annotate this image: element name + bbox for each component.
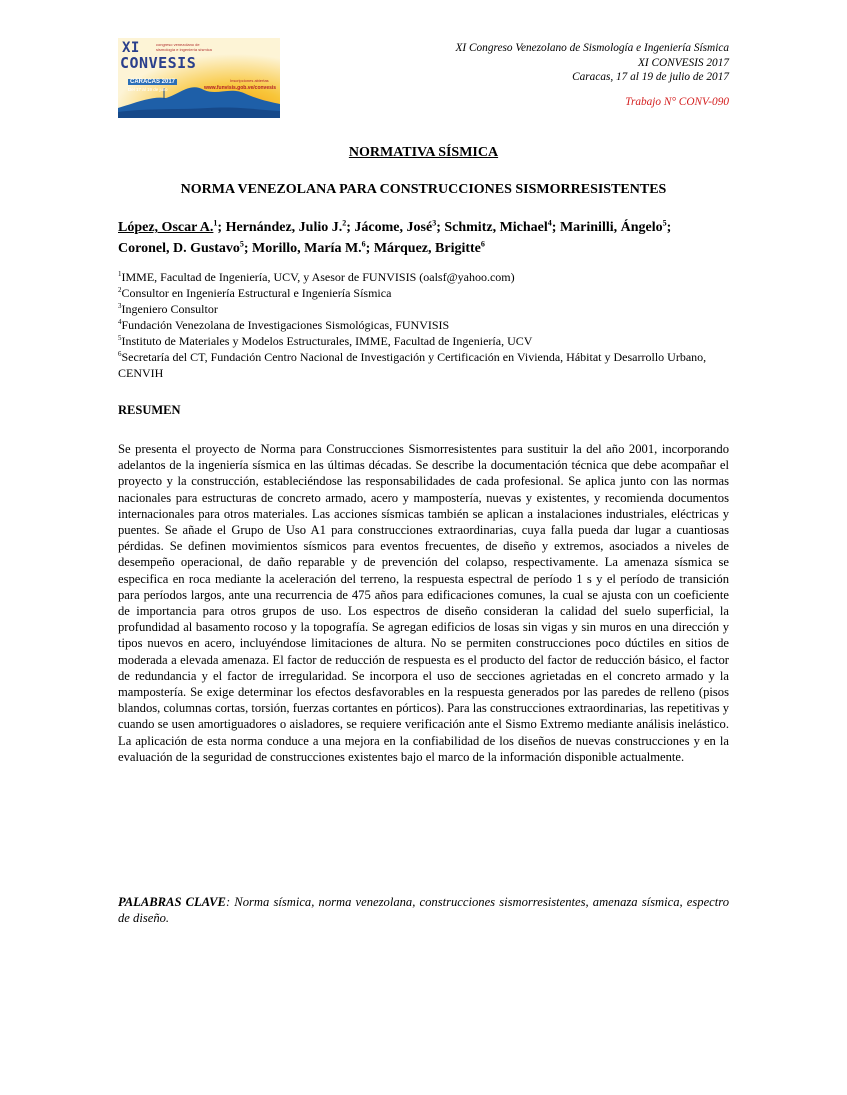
author-affiliation-number: 5 — [662, 218, 667, 228]
author-name: Hernández, Julio J. — [225, 220, 343, 235]
author-affiliation-number: 4 — [547, 218, 552, 228]
abstract-heading: RESUMEN — [118, 403, 181, 417]
logo-website: www.funvisis.gob.ve/convesis — [204, 85, 277, 91]
affiliation-number: 2 — [118, 286, 122, 294]
affiliation-number: 1 — [118, 270, 122, 278]
author-separator: ; — [436, 220, 445, 235]
author-affiliation-number: 2 — [342, 218, 347, 228]
header-line-3: Caracas, 17 al 19 de julio de 2017 — [572, 71, 729, 84]
affiliation-text: Secretaría del CT, Fundación Centro Nacional de Investigación y Certificación en Vivienda, Hábitat y Desarrollo Urbano, CENVIH — [118, 350, 707, 380]
affiliation-text: IMME, Facultad de Ingeniería, UCV, y Asesor de FUNVISIS (oalsf@yahoo.com) — [121, 270, 515, 284]
logo-subtitle: congreso venezolano de sismología e ingeniería sísmica — [156, 42, 212, 52]
affiliation-item — [118, 317, 729, 333]
header-line-2: XI CONVESIS 2017 — [638, 56, 729, 69]
author-affiliation-number: 1 — [213, 218, 218, 228]
logo-roman: XI — [122, 40, 140, 56]
author-affiliation-number: 3 — [432, 218, 437, 228]
affiliation-number: 4 — [118, 318, 122, 326]
affiliation-number: 6 — [118, 350, 122, 358]
author-name: Márquez, Brigitte — [373, 241, 481, 256]
logo-name: CONVESIS — [120, 54, 197, 72]
affiliation-text: Fundación Venezolana de Investigaciones Sismológicas, FUNVISIS — [121, 318, 450, 332]
header-line-1: XI Congreso Venezolano de Sismología e Ingeniería Sísmica — [455, 42, 729, 54]
paper-title: NORMA VENEZOLANA PARA CONSTRUCCIONES SISMORRESISTENTES — [180, 182, 667, 197]
affiliation-item — [118, 285, 729, 301]
logo-city: CARACAS 2017 — [130, 79, 176, 85]
author-affiliation-number: 6 — [361, 239, 366, 249]
author-name: Schmitz, Michael — [444, 220, 548, 235]
affiliation-item — [118, 301, 729, 317]
convesis-logo — [118, 38, 280, 118]
affiliation-item — [118, 333, 729, 349]
author-name: Marinilli, Ángelo — [559, 220, 663, 235]
author-separator: ; — [551, 220, 560, 235]
keywords-text: : Norma sísmica, norma venezolana, construcciones sismorresistentes, amenaza sísmica, espectro de diseño. — [118, 895, 729, 926]
affiliation-item — [118, 269, 729, 285]
author-affiliation-number: 5 — [239, 239, 244, 249]
logo-dates: Del 17 al 19 de julio — [128, 87, 168, 92]
logo-inscriptions: Inscripciones abiertas — [230, 78, 269, 83]
author-separator: ; — [365, 241, 374, 256]
paper-number: Trabajo N° CONV-090 — [625, 96, 729, 108]
affiliation-item — [118, 349, 729, 381]
author-name: Morillo, María M. — [252, 241, 362, 256]
author-name: Coronel, D. Gustavo — [118, 241, 240, 256]
author-separator: ; — [666, 220, 672, 235]
affiliation-text: Instituto de Materiales y Modelos Estructurales, IMME, Facultad de Ingeniería, UCV — [121, 334, 533, 348]
abstract-text: Se presenta el proyecto de Norma para Construcciones Sismorresistentes para sustituir la del año 2001, incorporando adelantos de la ingeniería sísmica en las últimas décadas. Se describe la documentación técnica que debe acompañar el proyecto y la construcción, estableciéndose las responsabilidades de cada profesional. Se aplica junto con las normas nacionales para estructuras de concreto armado, acero y mampostería, nuevas y existentes, y recomienda documentos internacionales para otros materiales. Las acciones sísmicas también se aplican a instalaciones industriales, eléctricas y puentes. Se añade el Grupo de Uso A1 para construcciones extraordinarias, cuya falla pueda dar lugar a cuantiosas pérdidas. Se definen movimientos sísmicos para eventos frecuentes, de diseño y extremos, asociados a niveles de desempeño operacional, de daño reparable y de prevención del colapso, respectivamente. La amenaza sísmica se especifica en roca mediante la aceleración del terreno, la respuesta espectral de período 1 s y el período de transición para períodos largos, ante una recurrencia de 475 años para edificaciones comunes, la cual se ajusta con un coeficiente de importancia para otros grupos de uso. Los espectros de diseño consideran la calidad del suelo superficial, la profundidad al basamento rocoso y la topografía. Se agregan edificios de losas sin vigas y sin muros en una dirección y tipos nuevos en acero, incluyéndose limitaciones de altura. No se permiten construcciones poco dúctiles en sitios de moderada a elevada amenaza. El factor de reducción de respuesta es el producto del factor de reducción básico, el factor de redundancia y el factor de irregularidad. Se incorpora el uso de secciones agrietadas en el concreto armado y la mampostería. Se exige determinar los efectos desfavorables en la respuesta generados por las paredes de relleno (pisos blandos, columnas cortas, torsión, fuerzas cortantes en pórticos). Para las construcciones extraordinarias, las repetitivas y cuando se usen amortiguadores o aisladores, se requiere verificación ante el Sismo Extremo mediante análisis inelástico. La aplicación de esta norma conduce a una mejora en la confiabilidad de los diseños de nuevas construcciones y en la evaluación de la seguridad de construcciones existentes bajo el marco de la información disponible actualmente. — [118, 442, 729, 764]
affiliation-number: 5 — [118, 334, 122, 342]
author-separator: ; — [346, 220, 355, 235]
affiliation-list — [118, 269, 729, 381]
keywords-label: PALABRAS CLAVE — [118, 895, 226, 909]
author-affiliation-number: 6 — [480, 239, 485, 249]
section-title: NORMATIVA SÍSMICA — [348, 145, 499, 160]
author-list — [118, 217, 729, 259]
conference-header — [456, 41, 730, 85]
affiliation-number: 3 — [118, 302, 122, 310]
author-name: López, Oscar A. — [118, 220, 214, 235]
affiliation-text: Ingeniero Consultor — [121, 302, 218, 316]
author-separator: ; — [217, 220, 226, 235]
keywords — [118, 894, 729, 926]
author-separator: ; — [243, 241, 253, 256]
affiliation-text: Consultor en Ingeniería Estructural e Ingeniería Sísmica — [121, 286, 392, 300]
author-name: Jácome, José — [354, 220, 433, 235]
